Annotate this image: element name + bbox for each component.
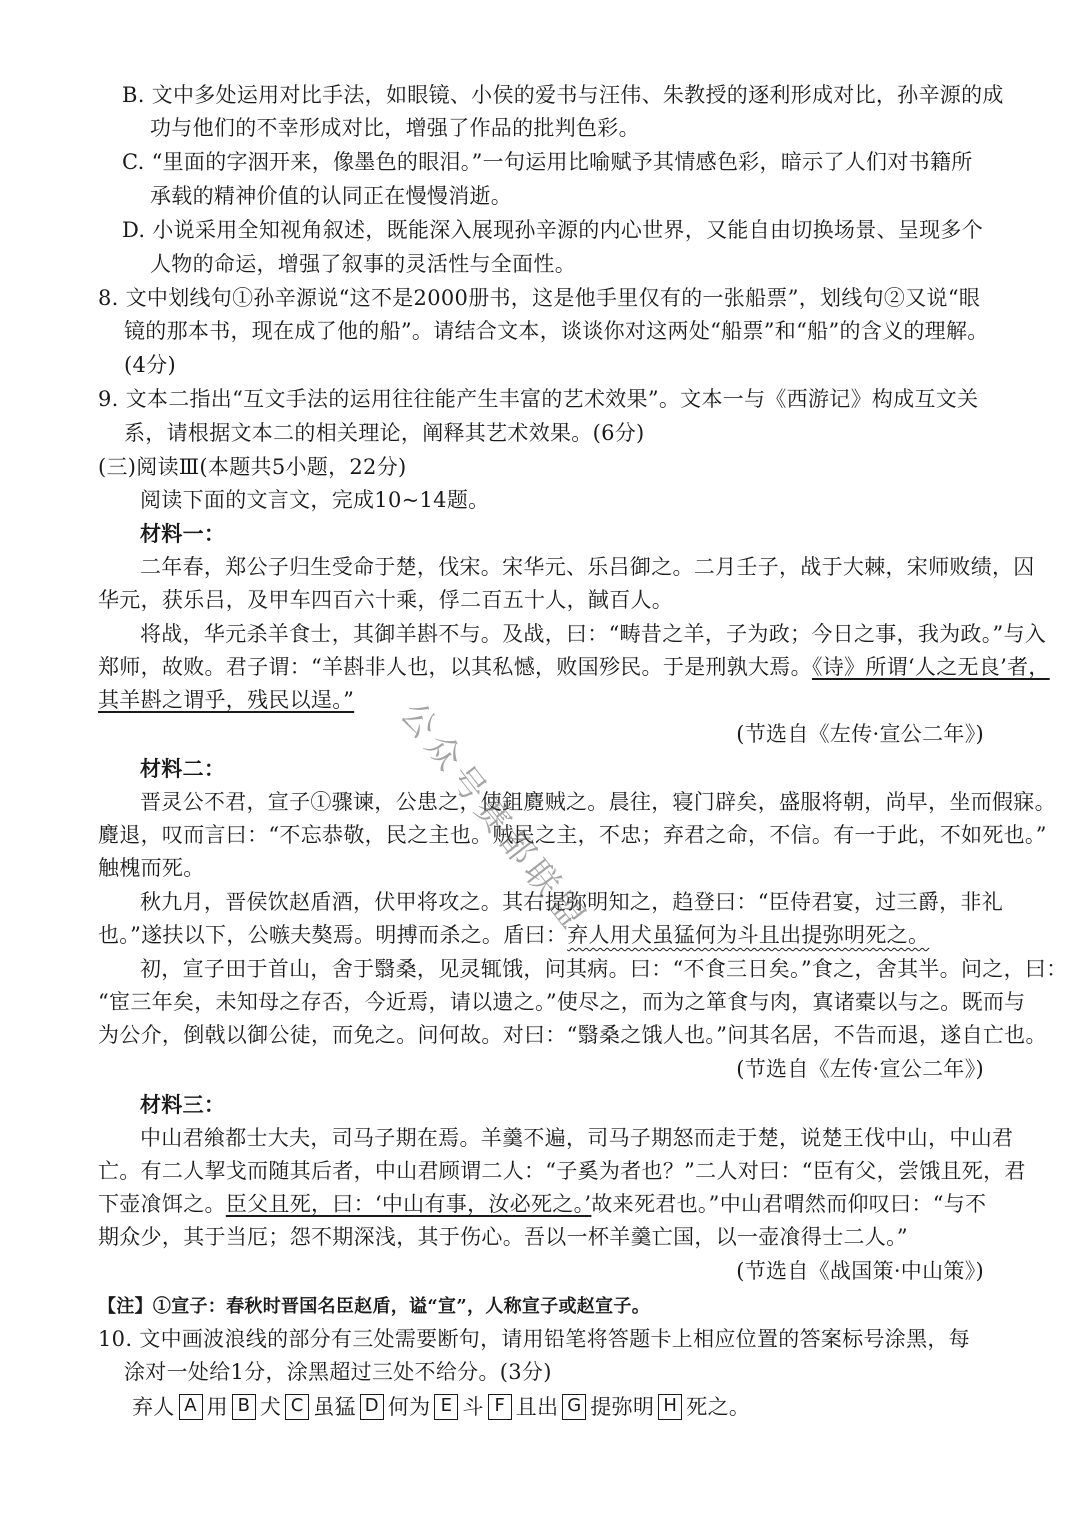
question-9-line1: 9. 文本二指出“互文手法的运用往往能产生丰富的艺术效果”。文本一与《西游记》构成互文关 <box>98 387 979 411</box>
material-3-p1-line3-plain-a: 下壶飡饵之。 <box>98 1192 226 1216</box>
material-1-p2-line2-plain: 郑师，故败。君子谓：“羊斟非人也，以其私憾，败国殄民。于是刑孰大焉。 <box>98 655 812 679</box>
material-2-p1-line1: 晋灵公不君，宣子①骤谏，公患之，使鉏麑贼之。晨往，寝门辟矣，盛服将朝，尚早，坐而假寐。 <box>140 790 1056 814</box>
segment: 虽猛 <box>313 1395 356 1419</box>
option-b-line2: 功与他们的不幸形成对比，增强了作品的批判色彩。 <box>150 116 640 140</box>
option-c-line1: C. “里面的字洇开来，像墨色的眼泪。”一句运用比喻赋予其情感色彩，暗示了人们对书籍所 <box>122 150 973 174</box>
material-2-p3-line2: “宦三年矣，未知母之存否，今近焉，请以遗之。”使尽之，而为之箪食与肉，寘诸橐以与之。既而与 <box>98 990 1026 1014</box>
segment: 犬 <box>259 1395 282 1419</box>
material-3-p1-line3-plain-b: 故来死君也。”中山君喟然而仰叹曰：“与不 <box>591 1192 987 1216</box>
material-1-p2-line1: 将战，华元杀羊食士，其御羊斟不与。及战，曰：“畴昔之羊，子为政；今日之事，我为政。”与入 <box>140 622 1047 646</box>
question-9-line2: 系，请根据文本二的相关理论，阐释其艺术效果。(6分) <box>124 421 645 445</box>
material-2-source: (节选自《左传·宣公二年》) <box>736 1057 984 1081</box>
section-instruction: 阅读下面的文言文，完成10~14题。 <box>140 488 490 512</box>
material-2-p2-line2-plain: 也。”遂扶以下，公嗾夫獒焉。明搏而杀之。盾曰： <box>98 923 568 947</box>
material-2-p3-line3: 为公介，倒戟以御公徒，而免之。问何故。对曰：“翳桑之饿人也。”问其名居，不告而退，遂自亡也。 <box>98 1023 1047 1047</box>
question-8-line2: 镜的那本书，现在成了他的船”。请结合文本，谈谈你对这两处“船票”和“船”的含义的理解。 <box>124 319 989 343</box>
segment: 用 <box>206 1395 228 1419</box>
option-box-c[interactable]: C <box>285 1394 309 1420</box>
option-box-g[interactable]: G <box>562 1394 586 1420</box>
segment: 死之。 <box>686 1395 751 1419</box>
segment: 且出 <box>515 1395 559 1419</box>
option-box-e[interactable]: E <box>434 1394 458 1420</box>
option-box-a[interactable]: A <box>179 1394 203 1420</box>
section-heading: (三)阅读Ⅲ(本题共5小题，22分) <box>98 455 407 479</box>
segment: 斗 <box>462 1395 484 1419</box>
option-box-b[interactable]: B <box>232 1394 256 1420</box>
option-b-line1: B. 文中多处运用对比手法，如眼镜、小侯的爱书与汪伟、朱教授的逐利形成对比，孙辛源的成 <box>122 83 1004 107</box>
option-c-line2: 承载的精神价值的认同正在慢慢消逝。 <box>150 184 513 208</box>
question-8-line1: 8. 文中划线句①孙辛源说“这不是2000册书，这是他手里仅有的一张船票”，划线句②又说“眼 <box>98 286 981 310</box>
segment: 何为 <box>387 1395 431 1419</box>
option-d-line2: 人物的命运，增强了叙事的灵活性与全面性。 <box>150 252 576 276</box>
option-box-d[interactable]: D <box>360 1394 384 1420</box>
segment: 弃人 <box>132 1395 175 1419</box>
material-3-source: (节选自《战国策·中山策》) <box>736 1259 984 1283</box>
material-2-p1-line2: 麑退，叹而言曰：“不忘恭敬，民之主也。贼民之主，不忠；弃君之命，不信。有一于此，不如死也。” <box>98 823 1047 847</box>
material-1-underlined-sentence-part2: 其羊斟之谓乎，残民以逞。” <box>98 688 355 712</box>
material-3-p1-line1: 中山君飨都士大夫，司马子期在焉。羊羹不遍，司马子期怒而走于楚，说楚王伐中山，中山君 <box>140 1126 1014 1150</box>
material-2-p2-line1: 秋九月，晋侯饮赵盾酒，伏甲将攻之。其右提弥明知之，趋登曰：“臣侍君宴，过三爵，非礼 <box>140 890 1004 914</box>
option-box-f[interactable]: F <box>488 1394 512 1420</box>
material-1-underlined-sentence-part1: 《诗》所谓‘人之无良’者， <box>811 655 1050 679</box>
question-10-line2: 涂对一处给1分，涂黑超过三处不给分。(3分) <box>124 1360 552 1384</box>
segment: 提弥明 <box>590 1395 655 1419</box>
material-2-p3-line1: 初，宣子田于首山，舍于翳桑，见灵辄饿，问其病。曰：“不食三日矣。”食之，舍其半。问之，曰： <box>140 957 1068 981</box>
material-3-underlined-sentence: 臣父且死，曰：‘中山有事，汝必死之。’ <box>225 1192 592 1216</box>
option-box-h[interactable]: H <box>658 1394 682 1420</box>
material-1-p2-line2 <box>98 652 1050 682</box>
material-2-title: 材料二： <box>140 756 226 781</box>
option-d-line1: D. 小说采用全知视角叙述，既能深入展现孙辛源的内心世界，又能自由切换场景、呈现多个 <box>122 218 984 242</box>
punctuation-options <box>130 1392 752 1422</box>
question-10-line1: 10. 文中画波浪线的部分有三处需要断句，请用铅笔将答题卡上相应位置的答案标号涂黑，每 <box>98 1327 970 1351</box>
material-1-source: (节选自《左传·宣公二年》) <box>736 722 984 746</box>
material-2-p2-line2 <box>98 920 929 950</box>
footnote: 【注】①宣子：春秋时晋国名臣赵盾，谥“宣”，人称宣子或赵宣子。 <box>98 1296 651 1317</box>
material-3-p1-line2: 亡。有二人挈戈而随其后者，中山君顾谓二人：“子奚为者也？”二人对曰：“臣有父，尝饿且死，君 <box>98 1159 1026 1183</box>
material-2-p1-line3: 触槐而死。 <box>98 856 205 880</box>
material-3-title: 材料三： <box>140 1092 226 1117</box>
material-3-p1-line4: 期众少，其于当厄；怨不期深浅，其于伤心。吾以一杯羊羹亡国，以一壶飡得士二人。” <box>98 1225 908 1249</box>
watermark: 公众号赛都联盟 <box>392 694 597 941</box>
material-1-title: 材料一： <box>140 521 226 546</box>
material-3-p1-line3 <box>98 1189 986 1219</box>
wavy-underlined-passage: 弃人用犬虽猛何为斗且出提弥明死之。 <box>567 923 930 947</box>
material-1-p1-line1: 二年春，郑公子归生受命于楚，伐宋。宋华元、乐吕御之。二月壬子，战于大棘，宋师败绩，囚 <box>140 555 1035 579</box>
question-8-score: (4分) <box>124 353 176 377</box>
material-1-p1-line2: 华元，获乐吕，及甲车四百六十乘，俘二百五十人，馘百人。 <box>98 588 674 612</box>
